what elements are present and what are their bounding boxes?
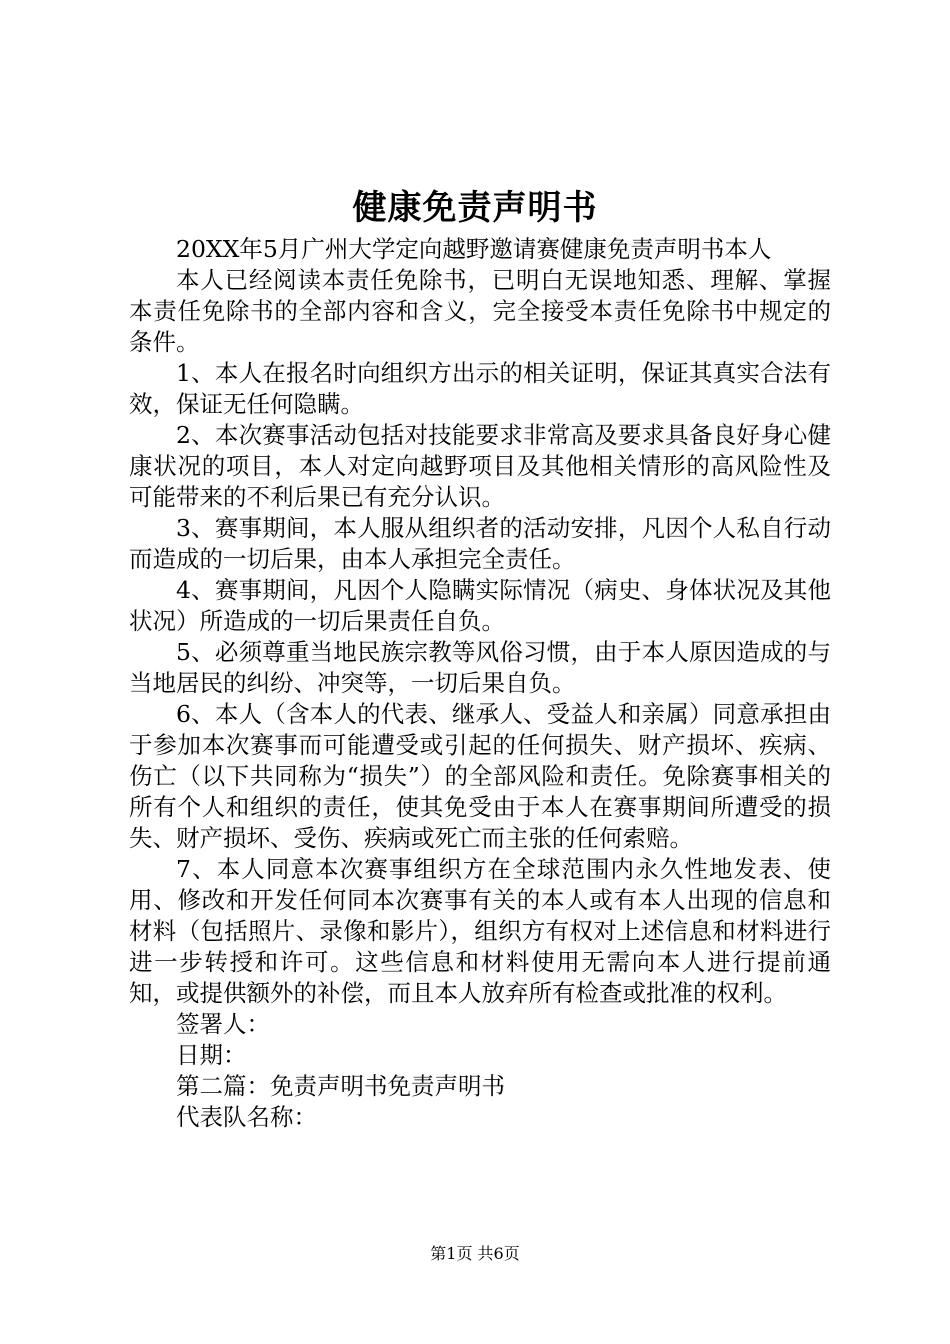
clause-6: 6、本人（含本人的代表、继承人、受益人和亲属）同意承担由于参加本次赛事而可能遭受或引起的任何损失、财产损坏、疾病、伤亡（以下共同称为“损失”）的全部风险和责任。免除赛事相关的所有个人和组织的责任，使其免受由于本人在赛事期间所遭受的损失、财产损坏、受伤、疾病或死亡而主张的任何索赔。 — [129, 700, 831, 852]
team-name-label: 代表队名称： — [176, 1103, 317, 1131]
clause-3: 3、赛事期间，本人服从组织者的活动安排，凡因个人私自行动而造成的一切后果，由本人承担完全责任。 — [129, 514, 831, 573]
clause-4: 4、赛事期间，凡因个人隐瞒实际情况（病史、身体状况及其他状况）所造成的一切后果责任自负。 — [129, 576, 831, 635]
document-body — [129, 234, 831, 1133]
intro-paragraph: 20XX年5月广州大学定向越野邀请赛健康免责声明书本人 — [176, 235, 772, 263]
clause-7: 7、本人同意本次赛事组织方在全球范围内永久性地发表、使用、修改和开发任何同本次赛事有关的本人或有本人出现的信息和材料（包括照片、录像和影片），组织方有权对上述信息和材料进行进一步转授和许可。这些信息和材料使用无需向本人进行提前通知，或提供额外的补偿，而且本人放弃所有检查或批准的权利。 — [129, 855, 831, 1007]
clause-2: 2、本次赛事活动包括对技能要求非常高及要求具备良好身心健康状况的项目，本人对定向越野项目及其他相关情形的高风险性及可能带来的不利后果已有充分认识。 — [129, 421, 831, 511]
document-title: 健康免责声明书 — [352, 188, 598, 228]
signatory-label: 签署人： — [176, 1010, 270, 1038]
clause-5: 5、必须尊重当地民族宗教等风俗习惯，由于本人原因造成的与当地居民的纠纷、冲突等，一切后果自负。 — [129, 638, 831, 697]
section-two-heading: 第二篇：免责声明书免责声明书 — [176, 1072, 505, 1100]
date-label: 日期： — [176, 1041, 247, 1069]
acknowledgement-paragraph: 本人已经阅读本责任免除书，已明白无误地知悉、理解、掌握本责任免除书的全部内容和含义，完全接受本责任免除书中规定的条件。 — [129, 266, 831, 356]
clause-1: 1、本人在报名时向组织方出示的相关证明，保证其真实合法有效，保证无任何隐瞒。 — [129, 359, 831, 418]
page-footer: 第1页 共6页 — [430, 1244, 520, 1263]
